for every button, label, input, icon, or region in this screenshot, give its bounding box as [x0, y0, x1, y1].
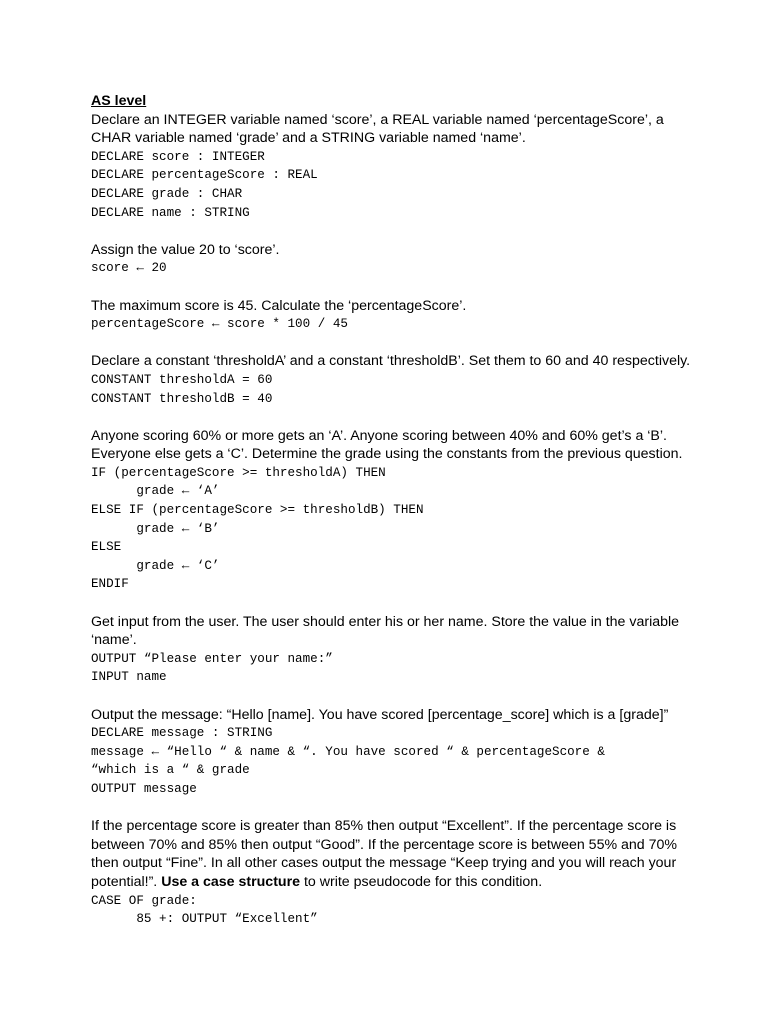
question-6-text-line-2: ‘name’.: [91, 632, 137, 649]
question-3-code-line-1: percentageScore ← score * 100 / 45: [91, 317, 348, 332]
question-7-code-line-3: “which is a “ & grade: [91, 763, 250, 778]
section-heading: AS level: [91, 93, 147, 109]
question-5-code-line-6: grade ← ‘C’: [91, 558, 220, 573]
question-8-text-start: potential!”.: [91, 873, 162, 890]
question-5-text-line-2: Everyone else gets a ‘C’. Determine the grade using the constants from the previous question.: [91, 446, 683, 463]
question-6-text-line-1: Get input from the user. The user should enter his or her name. Store the value in the variable: [91, 613, 680, 630]
question-1-code-line-3: DECLARE grade : CHAR: [91, 186, 243, 201]
question-2-text: Assign the value 20 to ‘score’.: [91, 241, 280, 258]
question-8-code-line-2: 85 +: OUTPUT “Excellent”: [91, 912, 318, 927]
question-2-code-line-1: score ← 20: [91, 261, 167, 276]
question-5-code-line-7: ENDIF: [91, 577, 129, 592]
question-6-code-line-1: OUTPUT “Please enter your name:”: [91, 651, 333, 666]
question-7-text: Output the message: “Hello [name]. You have scored [percentage_score] which is a [grade]”: [91, 706, 669, 723]
question-5-code-line-3: ELSE IF (percentageScore >= thresholdB) THEN: [91, 503, 424, 518]
document-page: [91, 92, 691, 929]
spacer: [91, 799, 691, 818]
question-8-text-line-4: [91, 873, 691, 892]
question-8-text-line-2: between 70% and 85% then output “Good”. If the percentage score is between 55% and 70%: [91, 836, 678, 853]
spacer: [91, 408, 691, 427]
spacer: [91, 222, 691, 241]
question-1-text-line-2: CHAR variable named ‘grade’ and a STRING variable named ‘name’.: [91, 130, 526, 147]
question-1-code-line-2: DECLARE percentageScore : REAL: [91, 168, 318, 183]
question-7-code-line-1: DECLARE message : STRING: [91, 726, 273, 741]
question-5-code-line-2: grade ← ‘A’: [91, 484, 220, 499]
question-5-code-line-4: grade ← ‘B’: [91, 521, 220, 536]
question-4-code-line-2: CONSTANT thresholdB = 40: [91, 391, 273, 406]
question-1-code-line-1: DECLARE score : INTEGER: [91, 149, 265, 164]
spacer: [91, 687, 691, 706]
question-6-code-line-2: INPUT name: [91, 670, 167, 685]
question-5-code-line-1: IF (percentageScore >= thresholdA) THEN: [91, 465, 386, 480]
question-3-text: The maximum score is 45. Calculate the ‘percentageScore’.: [91, 297, 467, 314]
question-1-text-line-1: Declare an INTEGER variable named ‘score’, a REAL variable named ‘percentageScore’, a: [91, 111, 664, 128]
question-8-code-line-1: CASE OF grade:: [91, 893, 197, 908]
question-5-text-line-1: Anyone scoring 60% or more gets an ‘A’. Anyone scoring between 40% and 60% get’s a ‘B’.: [91, 427, 667, 444]
spacer: [91, 334, 691, 353]
question-8-text-line-3: then output “Fine”. In all other cases output the message “Keep trying and you will reach your: [91, 855, 677, 872]
question-8-text-line-1: If the percentage score is greater than 85% then output “Excellent”. If the percentage score is: [91, 818, 677, 835]
question-8-bold-instruction: Use a case structure: [161, 873, 301, 890]
question-4-code-line-1: CONSTANT thresholdA = 60: [91, 372, 273, 387]
question-4-text: Declare a constant ‘thresholdA’ and a constant ‘thresholdB’. Set them to 60 and 40 respectively.: [91, 353, 691, 370]
spacer: [91, 594, 691, 613]
question-1-code-line-4: DECLARE name : STRING: [91, 205, 250, 220]
question-7-code-line-2: message ← “Hello “ & name & “. You have scored “ & percentageScore &: [91, 744, 605, 759]
question-5-code-line-5: ELSE: [91, 540, 122, 555]
question-8-text-end: to write pseudocode for this condition.: [300, 873, 543, 890]
question-7-code-line-4: OUTPUT message: [91, 781, 197, 796]
spacer: [91, 278, 691, 297]
